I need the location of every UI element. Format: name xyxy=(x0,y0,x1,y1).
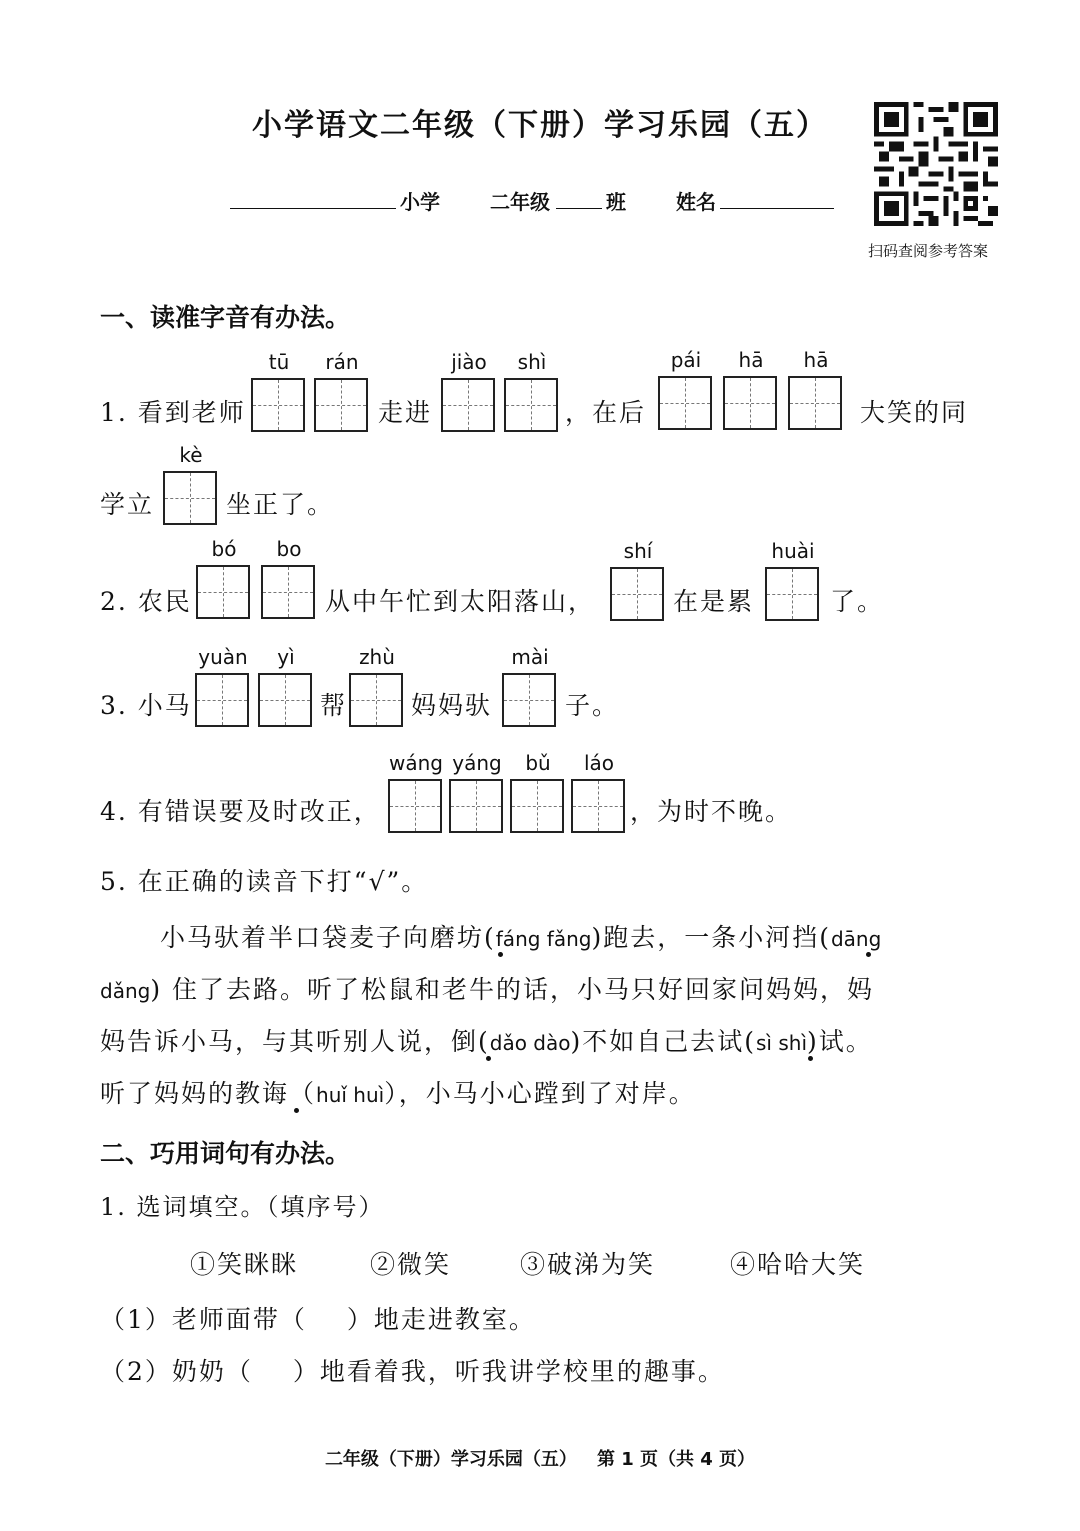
option-1: ①笑眯眯 xyxy=(190,1250,299,1279)
answer-box[interactable] xyxy=(571,779,625,833)
q1-text-6: 坐正了。 xyxy=(226,490,335,519)
q5-line-2: dǎng) 住了去路。听了松鼠和老牛的话，小马只好回家问妈妈，妈 xyxy=(100,975,875,1004)
pinyin: kè xyxy=(179,443,203,467)
pinyin: zhù xyxy=(359,645,395,669)
pinyin: jiào xyxy=(451,350,487,374)
answer-box[interactable] xyxy=(314,378,368,432)
q1-text-4: 大笑的同 xyxy=(860,398,969,427)
pinyin: shì xyxy=(517,350,547,374)
pinyin: hā xyxy=(738,348,764,372)
grade-label: 二年级 xyxy=(490,190,550,214)
option-4: ④哈哈大笑 xyxy=(730,1250,866,1279)
pinyin: pái xyxy=(670,348,702,372)
answer-box[interactable] xyxy=(388,779,442,833)
sentence-1: （1）老师面带（ ）地走进教室。 xyxy=(100,1305,536,1334)
pinyin: mài xyxy=(511,645,549,669)
pinyin: bo xyxy=(276,537,302,561)
school-blank[interactable] xyxy=(230,208,396,209)
q1-text-2: 走进 xyxy=(378,398,433,427)
answer-box[interactable] xyxy=(765,567,819,621)
answer-box[interactable] xyxy=(449,779,503,833)
name-blank[interactable] xyxy=(720,208,834,209)
pinyin: yuàn xyxy=(198,645,248,669)
page-number: 第 1 页（共 4 页） xyxy=(596,1449,756,1470)
q4-text-1: 4. 有错误要及时改正， xyxy=(100,797,381,826)
answer-box[interactable] xyxy=(349,673,403,727)
page-footer xyxy=(0,1445,1080,1471)
pinyin: rán xyxy=(325,350,359,374)
class-blank[interactable] xyxy=(556,208,602,209)
option-2: ②微笑 xyxy=(370,1250,452,1279)
sentence-2: （2）奶奶（ ）地看着我，听我讲学校里的趣事。 xyxy=(100,1357,725,1386)
q1-text-5: 学立 xyxy=(100,490,155,519)
q5-line-3: 妈告诉小马，与其听别人说，倒(dǎo dào)不如自己去试(sì shì)试。 xyxy=(100,1027,873,1056)
qr-caption: 扫码查阅参考答案 xyxy=(868,242,989,260)
pinyin: yì xyxy=(277,645,295,669)
footer-title: 二年级（下册）学习乐园（五） xyxy=(324,1449,577,1470)
pinyin: huài xyxy=(771,539,815,563)
option-3: ③破涕为笑 xyxy=(520,1250,656,1279)
q5-line-1: 小马驮着半口袋麦子向磨坊(fáng fǎng)跑去，一条小河挡(dāng xyxy=(160,923,882,952)
answer-box[interactable] xyxy=(258,673,312,727)
q1-text-1: 1. 看到老师 xyxy=(100,398,246,427)
school-label: 小学 xyxy=(400,190,440,214)
q1-text-3: ，在后 xyxy=(565,398,647,427)
q4-text-2: ，为时不晚。 xyxy=(630,797,793,826)
answer-box[interactable] xyxy=(163,471,217,525)
q2-text-1: 2. 农民 xyxy=(100,587,192,616)
q5-line-4: 听了妈妈的教诲（huǐ huì），小马小心蹚到了对岸。 xyxy=(100,1079,696,1108)
answer-box[interactable] xyxy=(502,673,556,727)
section-1-heading: 一、读准字音有办法。 xyxy=(100,303,351,332)
class-label: 班 xyxy=(606,190,626,214)
answer-box[interactable] xyxy=(658,376,712,430)
pinyin: tū xyxy=(268,350,290,374)
pinyin: bó xyxy=(211,537,237,561)
q2-text-3: 在是累 xyxy=(673,587,755,616)
emphasis-dot xyxy=(294,1108,299,1113)
pinyin: yáng xyxy=(452,751,502,775)
pinyin: shí xyxy=(623,539,653,563)
q3-text-4: 子。 xyxy=(565,691,620,720)
answer-box[interactable] xyxy=(441,378,495,432)
emphasis-dot xyxy=(866,952,871,957)
answer-box[interactable] xyxy=(261,565,315,619)
pinyin: bǔ xyxy=(525,751,551,775)
answer-box[interactable] xyxy=(610,567,664,621)
answer-box[interactable] xyxy=(723,376,777,430)
q5-prompt: 5. 在正确的读音下打“√”。 xyxy=(100,867,429,896)
name-label: 姓名 xyxy=(676,190,716,214)
section-2-heading: 二、巧用词句有办法。 xyxy=(100,1139,351,1168)
q3-text-1: 3. 小马 xyxy=(100,691,192,720)
qr-code-icon[interactable] xyxy=(874,102,998,226)
answer-box[interactable] xyxy=(195,673,249,727)
page-title: 小学语文二年级（下册）学习乐园（五） xyxy=(252,108,828,143)
answer-box[interactable] xyxy=(504,378,558,432)
q3-text-2: 帮 xyxy=(320,691,348,720)
answer-box[interactable] xyxy=(510,779,564,833)
pinyin: láo xyxy=(583,751,615,775)
q3-text-3: 妈妈驮 xyxy=(411,691,493,720)
emphasis-dot xyxy=(498,952,503,957)
pinyin: hā xyxy=(803,348,829,372)
answer-box[interactable] xyxy=(196,565,250,619)
emphasis-dot xyxy=(808,1056,813,1061)
s2-q1-prompt: 1. 选词填空。（填序号） xyxy=(100,1193,385,1221)
q2-text-4: 了。 xyxy=(830,587,885,616)
q2-text-2: 从中午忙到太阳落山， xyxy=(325,587,596,616)
answer-box[interactable] xyxy=(788,376,842,430)
emphasis-dot xyxy=(486,1056,491,1061)
answer-box[interactable] xyxy=(251,378,305,432)
pinyin: wáng xyxy=(389,751,443,775)
